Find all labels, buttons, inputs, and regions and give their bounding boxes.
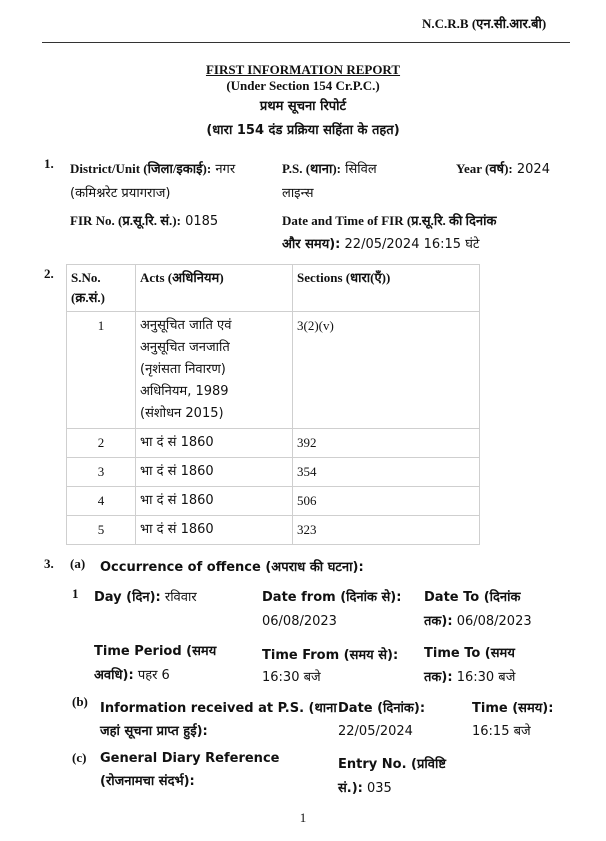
row-act: भा दं सं 1860 xyxy=(136,516,293,545)
row-sno: 4 xyxy=(67,487,136,516)
act-line: अनुसूचित जनजाति xyxy=(140,340,230,355)
ps-value-2: लाइन्स xyxy=(282,186,314,201)
gd-reference-label-2: (रोजनामचा संदर्भ): xyxy=(100,774,195,789)
header-sno xyxy=(67,265,136,312)
entry-no-label-1 xyxy=(338,753,446,777)
district-field xyxy=(70,157,235,182)
date-to-value: 06/08/2023 xyxy=(456,614,532,629)
time-period-value: पहर 6 xyxy=(137,668,170,683)
row-sno: 2 xyxy=(67,429,136,458)
district-value-2: (कमिश्नरेट प्रयागराज) xyxy=(70,186,171,201)
time-period-label-1 xyxy=(94,640,216,664)
row-act: भा दं सं 1860 xyxy=(136,458,293,487)
district-label: District/Unit (जिला/इकाई): xyxy=(70,161,212,176)
time-from-label xyxy=(262,644,398,668)
sub-item-1: 1 xyxy=(72,586,79,601)
occurrence-title: Occurrence of offence (अपराध की घटना): xyxy=(100,560,364,575)
time-period-label-2: अवधि): xyxy=(94,668,134,683)
row-sno: 5 xyxy=(67,516,136,545)
table-header-row xyxy=(67,265,480,312)
act-line: (संशोधन 2015) xyxy=(140,406,224,421)
row-section: 392 xyxy=(293,429,480,458)
year-field xyxy=(456,157,550,182)
ps-label: P.S. (थाना): xyxy=(282,161,341,176)
time-from-value: 16:30 बजे xyxy=(262,670,321,685)
year-value: 2024 xyxy=(516,162,550,177)
row-section: 3(2)(v) xyxy=(293,312,480,429)
header-rule xyxy=(42,42,570,43)
time-period-label-text: Time Period (समय xyxy=(94,644,217,659)
section-3a-label: (a) xyxy=(70,556,86,571)
date-to-label-1 xyxy=(424,586,521,610)
table-row xyxy=(67,429,480,458)
date-from-label-text: Date from (दिनांक से): xyxy=(262,590,402,605)
info-date-label-text: Date (दिनांक): xyxy=(338,701,426,716)
date-to-label-text: Date To (दिनांक xyxy=(424,590,521,605)
ncrb-header: N.C.R.B (एन.सी.आर.बी) xyxy=(422,16,547,31)
day-field xyxy=(94,586,197,610)
fir-label: FIR No. (प्र.सू.रि. सं.): xyxy=(70,213,181,228)
fir-number-field xyxy=(70,209,218,234)
info-received-label-2: जहां सूचना प्राप्त हुई): xyxy=(100,724,208,739)
act-line: (नृशंसता निवारण) xyxy=(140,362,226,377)
entry-no-value: 035 xyxy=(367,781,392,796)
row-section: 354 xyxy=(293,458,480,487)
info-received-label-1 xyxy=(100,697,337,721)
date-from-label xyxy=(262,586,401,610)
fir-value: 0185 xyxy=(185,214,219,229)
ps-value-1: सिविल xyxy=(345,162,377,177)
ps-field xyxy=(282,157,377,182)
section-3b-label: (b) xyxy=(72,694,88,709)
time-to-value: 16:30 बजे xyxy=(456,670,516,685)
info-time-value: 16:15 बजे xyxy=(472,724,531,739)
time-to-field xyxy=(424,666,515,690)
time-to-label-text: Time To (समय xyxy=(424,646,515,661)
header-sno-en: S.No. xyxy=(71,270,101,285)
section-3c-label: (c) xyxy=(72,750,87,765)
row-act: भा दं सं 1860 xyxy=(136,487,293,516)
entry-no-label-text: Entry No. (प्रविष्टि xyxy=(338,757,446,772)
row-act xyxy=(136,312,293,429)
gd-reference-label-1 xyxy=(100,747,279,771)
year-label: Year (वर्ष): xyxy=(456,161,513,176)
row-section: 506 xyxy=(293,487,480,516)
table-row xyxy=(67,516,480,545)
header-sno-hi: (क्र.सं.) xyxy=(71,290,105,305)
section-1-number: 1. xyxy=(44,156,54,171)
info-date-value: 22/05/2024 xyxy=(338,724,413,739)
time-to-label-1 xyxy=(424,642,515,666)
time-from-label-text: Time From (समय से): xyxy=(262,648,399,663)
info-time-label-text: Time (समय): xyxy=(472,701,554,716)
gd-reference-label-text: General Diary Reference xyxy=(100,751,280,766)
fir-datetime-field xyxy=(282,233,479,257)
report-subtitle: (Under Section 154 Cr.P.C.) xyxy=(226,78,380,93)
acts-sections-table xyxy=(66,264,480,545)
table-row xyxy=(67,312,480,429)
district-value-1: नगर xyxy=(215,162,236,177)
row-sno: 1 xyxy=(67,312,136,429)
info-date-label xyxy=(338,697,425,721)
act-line: अनुसूचित जाति एवं xyxy=(140,318,232,333)
report-title: FIRST INFORMATION REPORT xyxy=(205,62,401,77)
row-sno: 3 xyxy=(67,458,136,487)
date-to-label-2: तक): xyxy=(424,614,453,629)
date-to-field xyxy=(424,610,532,634)
report-subtitle-hindi: (धारा 154 दंड प्रक्रिया सहिंता के तहत) xyxy=(206,123,400,138)
report-title-hindi: प्रथम सूचना रिपोर्ट xyxy=(259,99,347,114)
section-3-number: 3. xyxy=(44,556,54,571)
day-label: Day (दिन): xyxy=(94,590,161,605)
time-to-label-2: तक): xyxy=(424,670,453,685)
entry-no-label-2: सं.): xyxy=(338,781,363,796)
fir-datetime-label-2: और समय): xyxy=(282,237,341,252)
fir-datetime-label-1 xyxy=(282,209,496,234)
date-from-value: 06/08/2023 xyxy=(262,614,337,629)
time-period-field xyxy=(94,664,170,688)
header-acts: Acts (अधिनियम) xyxy=(136,265,293,312)
info-received-label-text: Information received at P.S. (थाना xyxy=(100,701,337,716)
fir-datetime-label-text: Date and Time of FIR (प्र.सू.रि. की दिनांक xyxy=(282,213,497,228)
row-section: 323 xyxy=(293,516,480,545)
header-sections: Sections (धारा(एँ)) xyxy=(293,265,480,312)
entry-no-field xyxy=(338,777,392,801)
section-2-number: 2. xyxy=(44,266,54,281)
act-line: अधिनियम, 1989 xyxy=(140,384,229,399)
day-value: रविवार xyxy=(164,590,197,605)
page-number: 1 xyxy=(299,810,307,825)
row-act: भा दं सं 1860 xyxy=(136,429,293,458)
info-time-label xyxy=(472,697,553,721)
fir-datetime-value: 22/05/2024 16:15 घंटे xyxy=(344,237,480,252)
table-row xyxy=(67,458,480,487)
table-row xyxy=(67,487,480,516)
